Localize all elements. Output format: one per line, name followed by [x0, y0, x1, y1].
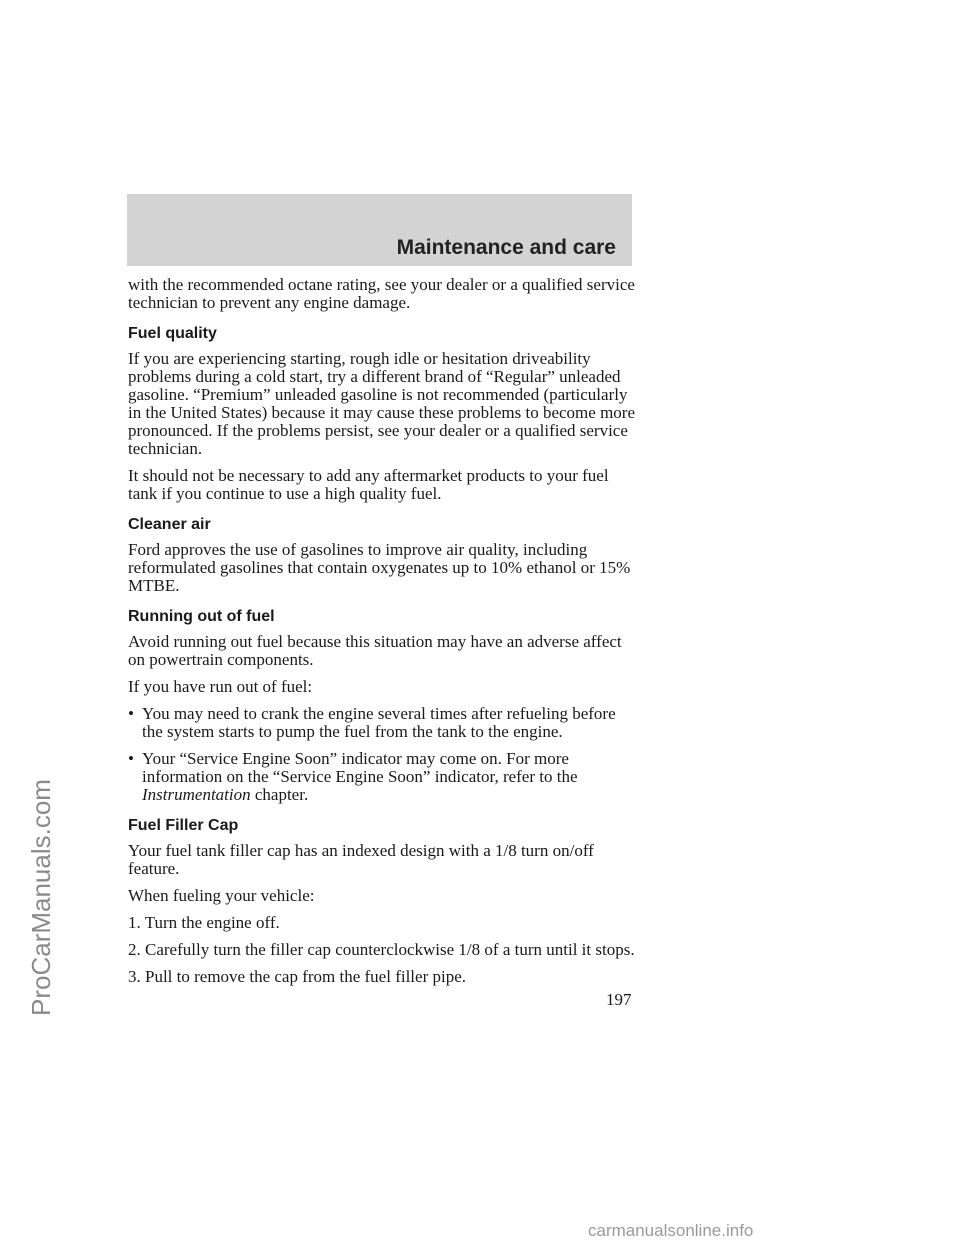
bullet-text-2	[142, 750, 638, 804]
step-1: 1. Turn the engine off.	[128, 913, 280, 932]
chapter-reference: Instrumentation	[142, 785, 251, 804]
heading-fuel-quality: Fuel quality	[128, 325, 217, 342]
bullet-item	[128, 750, 638, 804]
running-out-paragraph-2: If you have run out of fuel:	[128, 677, 313, 696]
bullet-2-text-start: Your “Service Engine Soon” indicator may come on. For more information on the “Service Engine Soon” indicator, refer to the	[142, 749, 578, 786]
intro-paragraph: with the recommended octane rating, see your dealer or a qualified service technician to prevent any engine damage.	[128, 275, 635, 312]
footer-watermark: carmanualsonline.info	[588, 1221, 754, 1240]
cleaner-air-paragraph: Ford approves the use of gasolines to improve air quality, including reformulated gasolines that contain oxygenates up to 10% ethanol or 15% MTBE.	[128, 540, 631, 595]
page-content	[128, 276, 638, 995]
bullet-marker: •	[128, 704, 134, 723]
bullet-text-1: You may need to crank the engine several times after refueling before the system starts to pump the fuel from the tank to the engine.	[142, 704, 616, 741]
step-2: 2. Carefully turn the filler cap counterclockwise 1/8 of a turn until it stops.	[128, 940, 635, 959]
side-watermark: ProCarManuals.com	[26, 779, 56, 1016]
heading-cleaner-air: Cleaner air	[128, 516, 211, 533]
section-title: Maintenance and care	[396, 236, 616, 259]
filler-cap-paragraph-2: When fueling your vehicle:	[128, 886, 315, 905]
page-number: 197	[606, 990, 632, 1009]
running-out-paragraph-1: Avoid running out fuel because this situation may have an adverse affect on powertrain components.	[128, 632, 622, 669]
heading-running-out-of-fuel: Running out of fuel	[128, 608, 275, 625]
step-3: 3. Pull to remove the cap from the fuel filler pipe.	[128, 967, 467, 986]
heading-fuel-filler-cap: Fuel Filler Cap	[128, 817, 239, 834]
bullet-item	[128, 705, 638, 741]
fuel-quality-paragraph-1: If you are experiencing starting, rough idle or hesitation driveability problems during a cold start, try a different brand of “Regular” unleaded gasoline. “Premium” unleaded gasoline is not recommended (particularly in the United States) because it may cause these problems to become more pronounced. If the problems persist, see your dealer or a qualified service technician.	[128, 349, 636, 458]
bullet-marker: •	[128, 749, 134, 768]
bullet-2-text-end: chapter.	[254, 785, 309, 804]
section-header-band	[127, 194, 632, 266]
filler-cap-paragraph-1: Your fuel tank filler cap has an indexed design with a 1/8 turn on/off feature.	[128, 841, 594, 878]
fuel-quality-paragraph-2: It should not be necessary to add any aftermarket products to your fuel tank if you continue to use a high quality fuel.	[128, 466, 609, 503]
